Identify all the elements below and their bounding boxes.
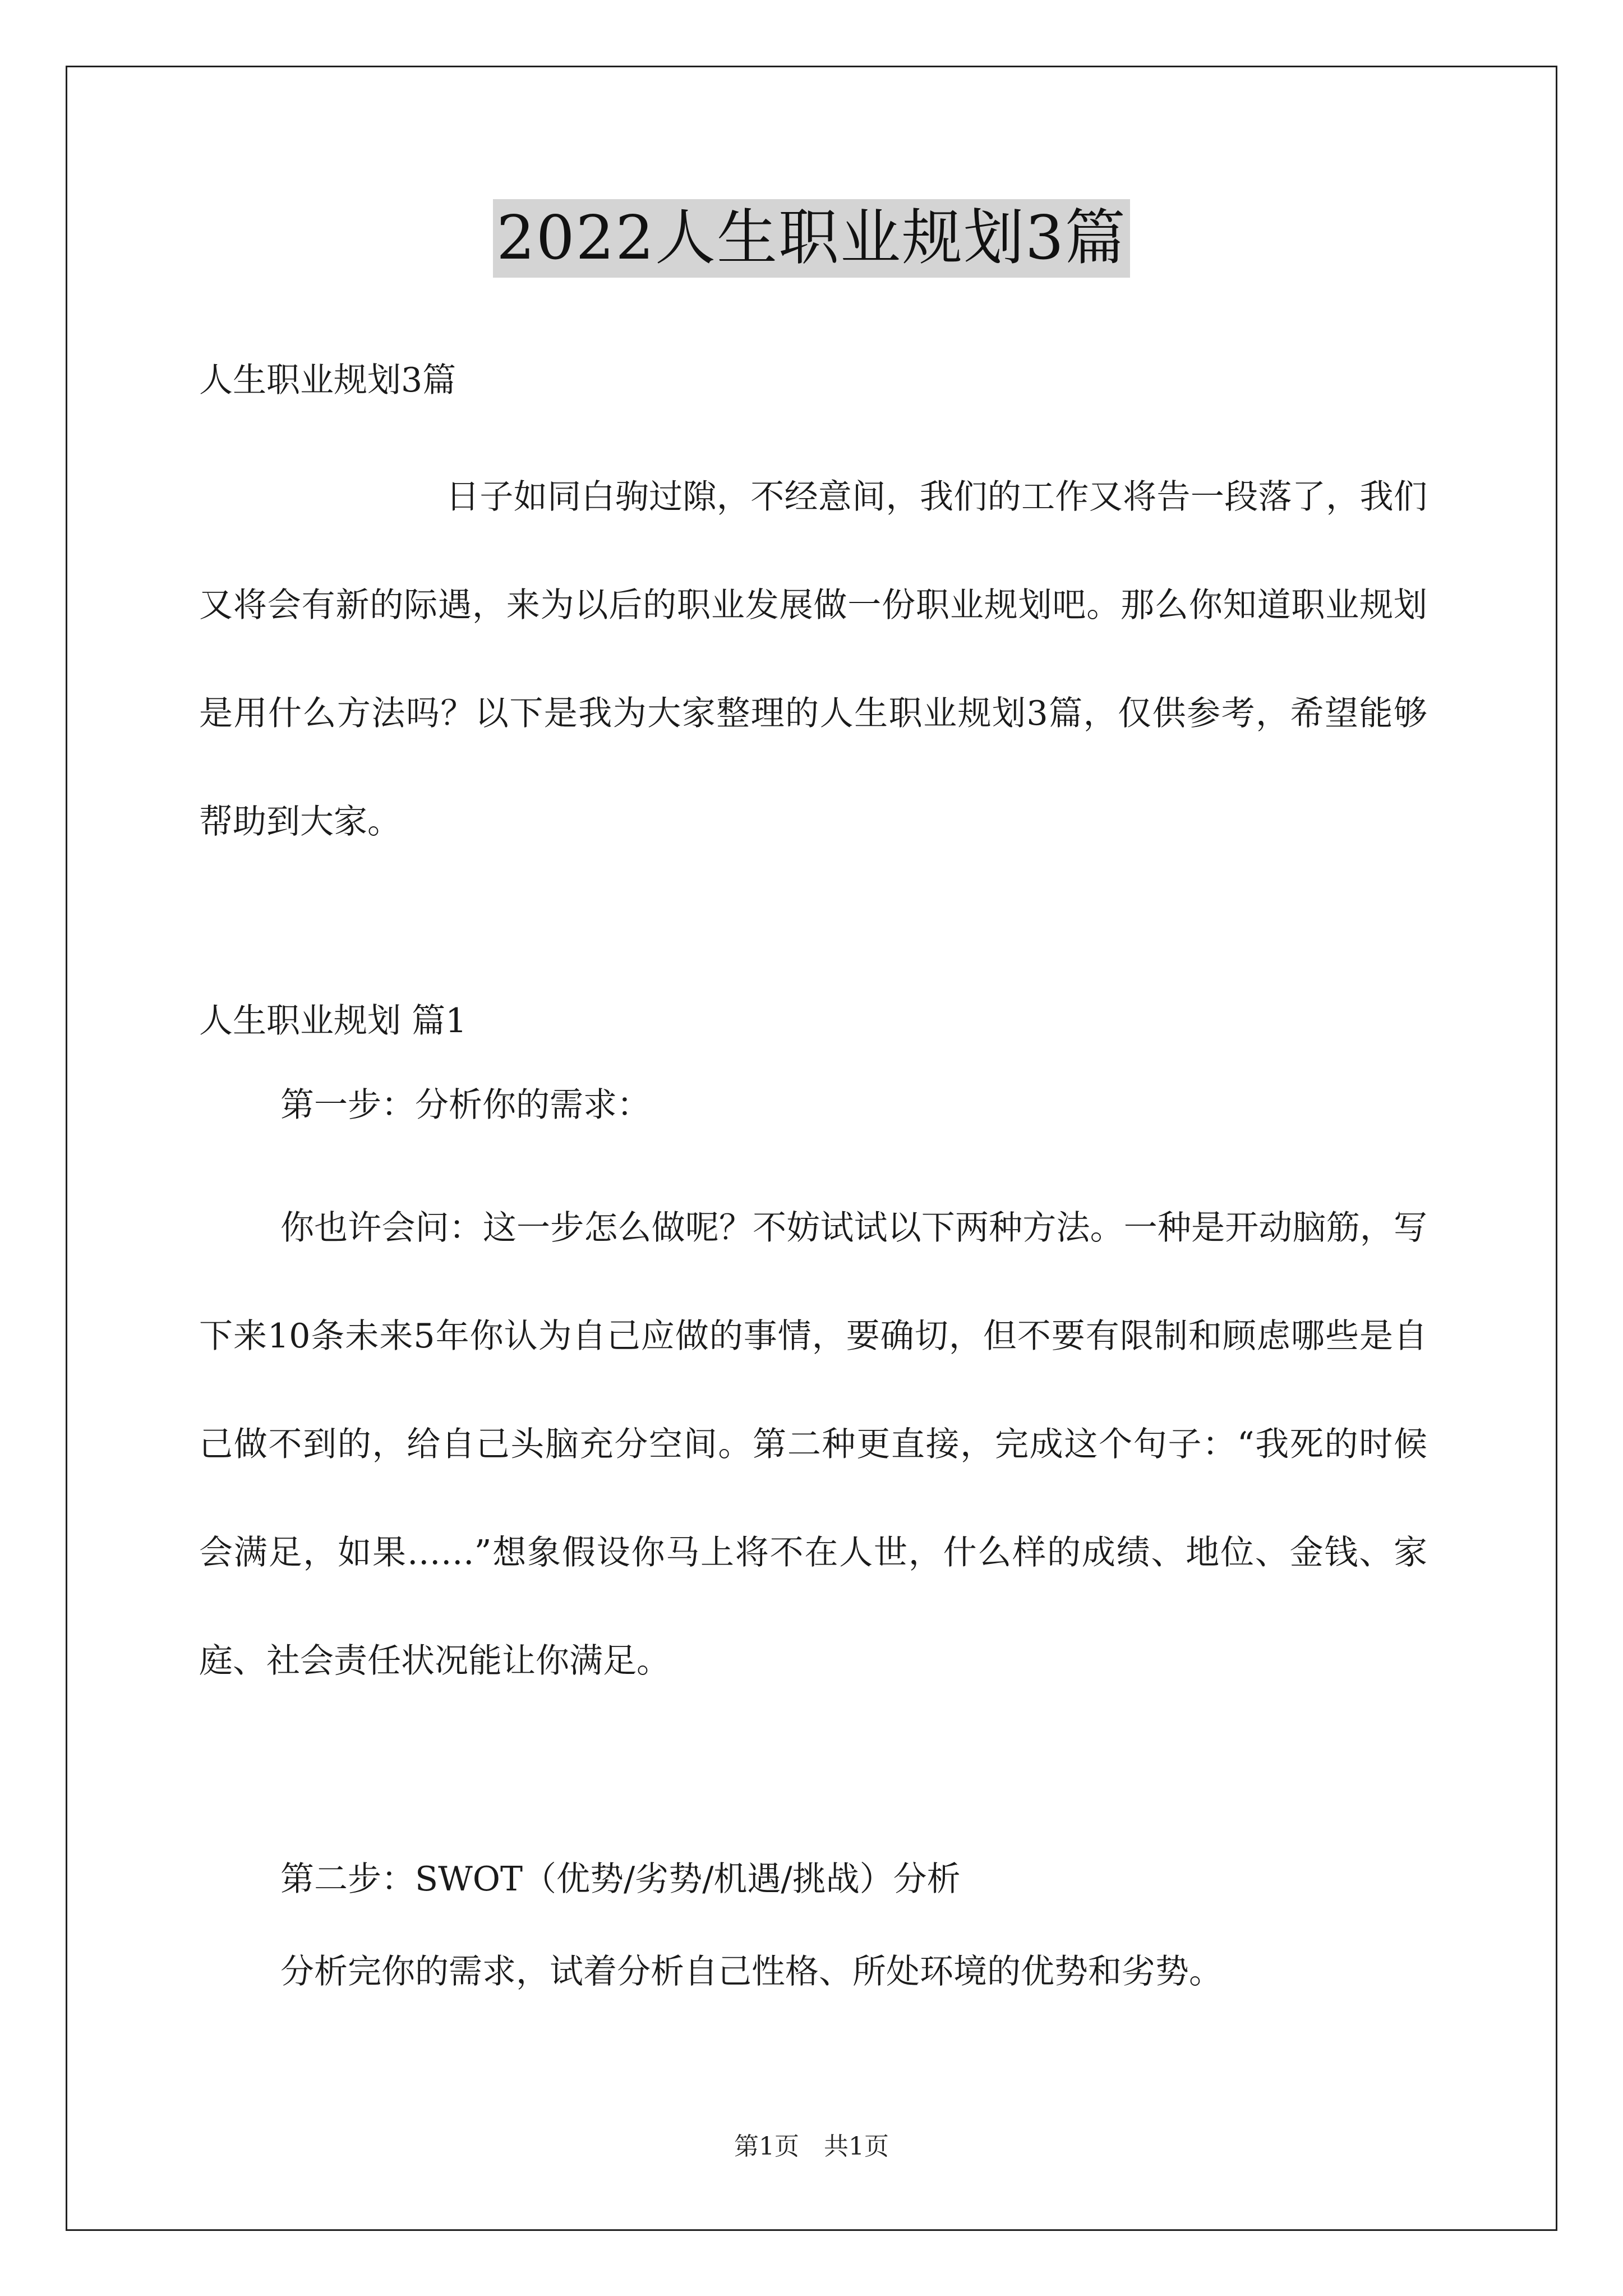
step1-heading: 第一步：分析你的需求：: [280, 1085, 651, 1125]
title-block: [0, 199, 1623, 278]
document-title: 2022人生职业规划3篇: [493, 199, 1130, 278]
intro-paragraph: 日子如同白驹过隙，不经意间，我们的工作又将告一段落了，我们又将会有新的际遇，来为以后的职业发展做一份职业规划吧。那么你知道职业规划是用什么方法吗？以下是我为大家整理的人生职业规划3篇，仅供参考，希望能够帮助到大家。: [199, 477, 1427, 841]
page-footer: [0, 2126, 1623, 2162]
document-subtitle: 人生职业规划3篇: [199, 361, 457, 400]
section-heading: 人生职业规划 篇1: [199, 1001, 467, 1041]
page-number: 第1页: [734, 2132, 799, 2161]
step1-paragraph: 你也许会问：这一步怎么做呢？不妨试试以下两种方法。一种是开动脑筋，写下来10条未来5年你认为自己应做的事情，要确切，但不要有限制和顾虑哪些是自己做不到的，给自己头脑充分空间。第二种更直接，完成这个句子：“我死的时候会满足，如果……”想象假设你马上将不在人世，什么样的成绩、地位、金钱、家庭、社会责任状况能让你满足。: [199, 1208, 1427, 1681]
page-total: 共1页: [824, 2132, 889, 2161]
step2-paragraph: 分析完你的需求，试着分析自己性格、所处环境的优势和劣势。: [280, 1952, 1223, 1991]
step2-heading: 第二步：SWOT（优势/劣势/机遇/挑战）分析: [280, 1860, 961, 1899]
